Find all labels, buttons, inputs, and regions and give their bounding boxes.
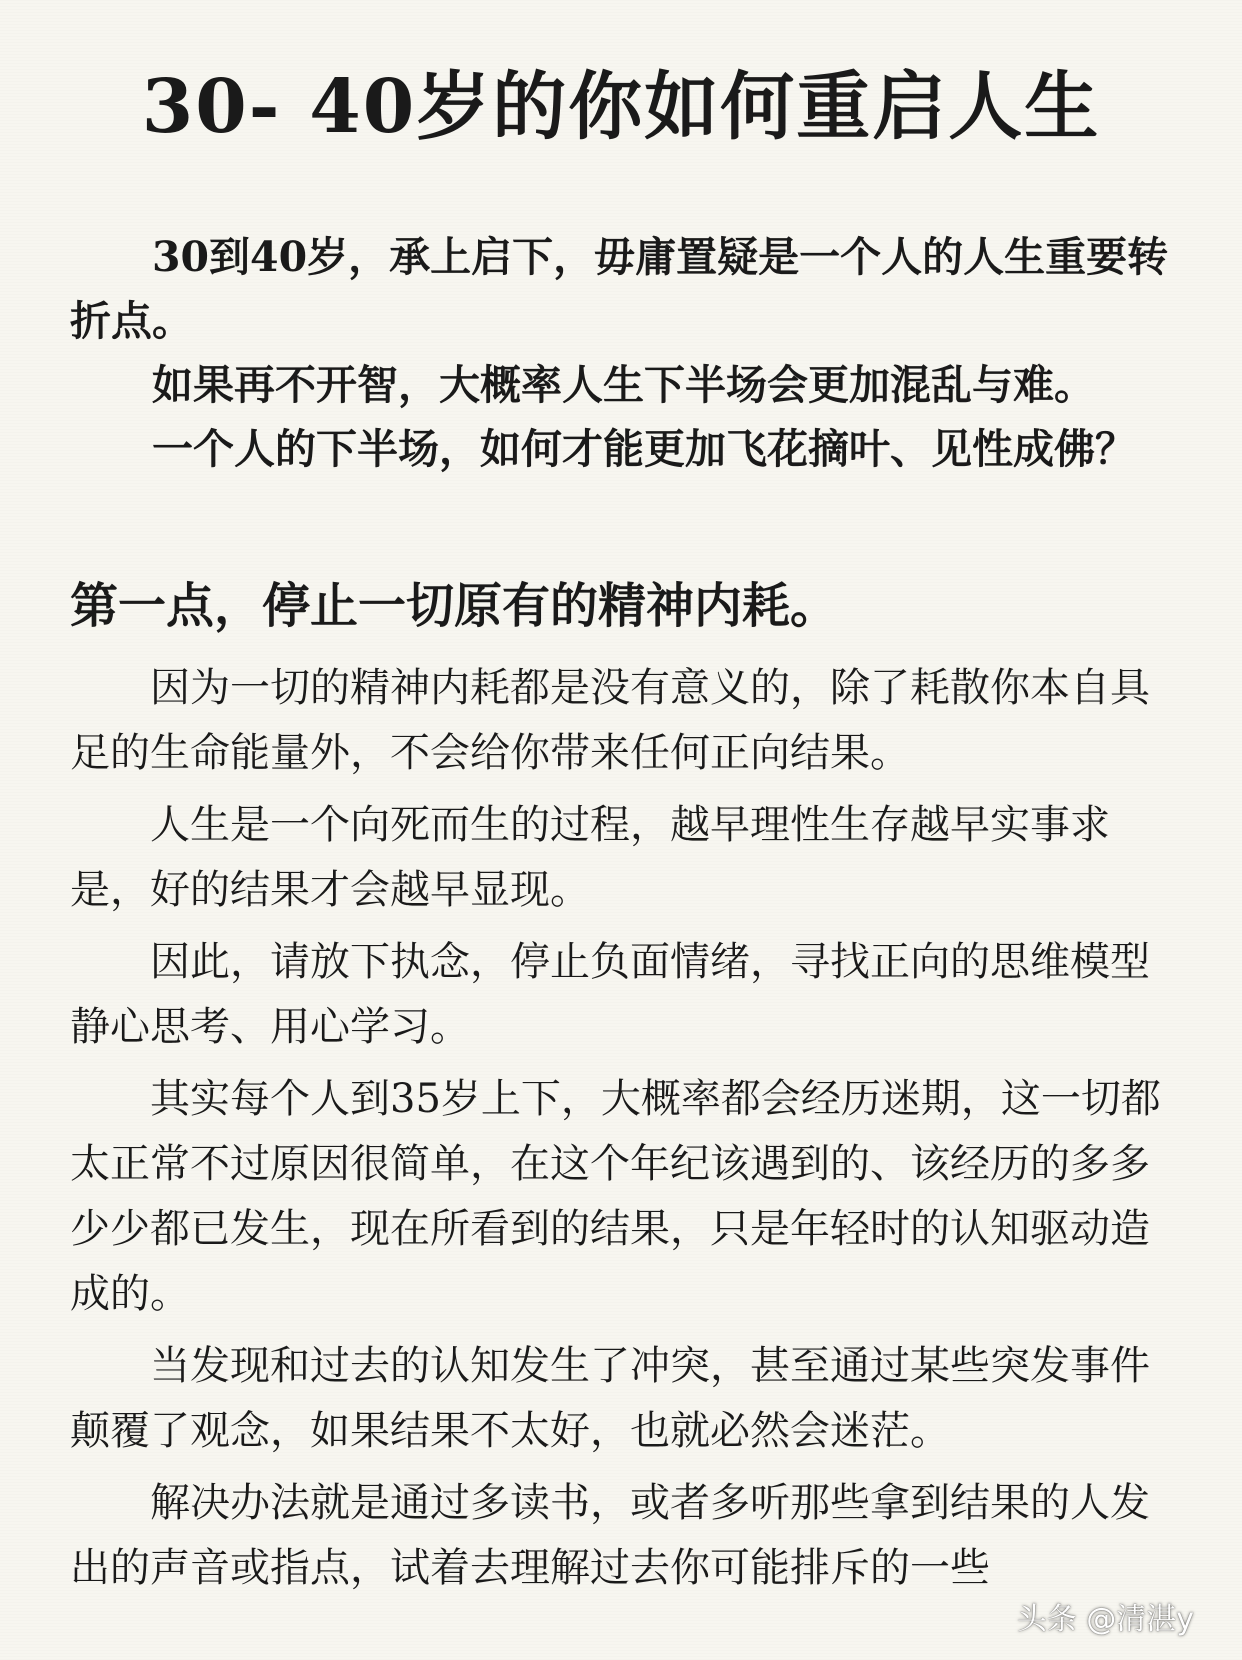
- intro-paragraph: 30到40岁，承上启下，毋庸置疑是一个人的人生重要转折点。: [70, 233, 1169, 345]
- document-title: 30- 40岁的你如何重启人生: [141, 64, 1101, 150]
- section-heading: 第一点，停止一切原有的精神内耗。: [70, 578, 839, 634]
- body-paragraph: 人生是一个向死而生的过程，越早理性生存越早实事求是，好的结果才会越早显现。: [70, 802, 1110, 913]
- body-paragraph: 解决办法就是通过多读书，或者多听那些拿到结果的人发出的声音或指点，试着去理解过去你可能排斥的一些: [70, 1480, 1150, 1591]
- section-body: [70, 656, 1182, 1608]
- watermark: 头条 @清湛y: [1016, 1602, 1194, 1637]
- intro-paragraph: 如果再不开智，大概率人生下半场会更加混乱与难。: [152, 361, 1095, 409]
- body-paragraph: 因此，请放下执念，停止负面情绪，寻找正向的思维模型静心思考、用心学习。: [70, 939, 1150, 1050]
- body-paragraph: 当发现和过去的认知发生了冲突，甚至通过某些突发事件颠覆了观念，如果结果不太好，也就必然会迷茫。: [70, 1343, 1150, 1454]
- intro-paragraph: 一个人的下半场，如何才能更加飞花摘叶、见性成佛？: [152, 425, 1136, 473]
- body-paragraph: 因为一切的精神内耗都是没有意义的，除了耗散你本自具足的生命能量外，不会给你带来任何正向结果。: [70, 665, 1150, 776]
- intro-block: [70, 225, 1182, 481]
- body-paragraph: 其实每个人到35岁上下，大概率都会经历迷期，这一切都太正常不过原因很简单，在这个年纪该遇到的、该经历的多多少少都已发生，现在所看到的结果，只是年轻时的认知驱动造成的。: [70, 1076, 1161, 1317]
